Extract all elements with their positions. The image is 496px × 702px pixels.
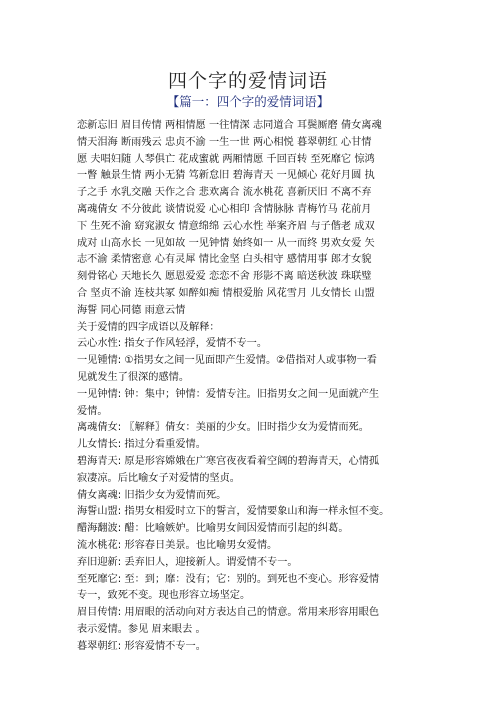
list-line: 愿 夫唱妇随 人琴俱亡 花成蜜就 两厢情愿 千回百转 至死靡它 惊鸿 — [77, 153, 375, 165]
list-line: 成对 山高水长 一见如故 一见钟情 始终如一 从一而终 男欢女爱 矢 — [77, 237, 375, 249]
list-line: 刻骨铭心 天地长久 愿恩爱爱 恋恋不舍 形影不离 暗送秋波 珠联璧 — [77, 271, 372, 283]
list-line: 一瞥 触景生情 两小无猜 笃新怠旧 碧海青天 一见倾心 花好月圆 执 — [77, 170, 375, 182]
list-line: 志不渝 柔情密意 心有灵犀 情比金坚 白头相守 感情用事 郎才女貌 — [77, 254, 372, 266]
list-line: 合 坚贞不渝 连枝共冢 如醉如痴 情根爱胎 风花雪月 儿女情长 山盟 — [77, 287, 375, 299]
definition-line: 云心水性: 指女子作风轻浮，爱情不专一。 — [77, 338, 268, 350]
document-subtitle: 【篇一：四个字的爱情词语】 — [166, 94, 330, 109]
section-heading: 关于爱情的四字成语以及解释： — [77, 321, 220, 333]
definition-line: 离魂倩女: 〖解释〗倩女：美丽的少女。旧时指少女为爱情而死。 — [77, 422, 369, 434]
definition-line: 弃旧迎新: 丢弃旧人，迎接新人。谓爱情不专一。 — [77, 556, 298, 568]
definition-line: 流水桃花: 形容春日美景。也比喻男女爱情。 — [77, 539, 278, 551]
definition-line: 海誓山盟: 指男女相爱时立下的誓言，爱情要象山和海一样永恒不变。 — [77, 506, 390, 518]
definition-line: 暮翠朝红: 形容爱情不专一。 — [77, 640, 206, 652]
list-line: 下 生死不渝 窈窕淑女 情意绵绵 云心水性 举案齐眉 与子偕老 成双 — [77, 220, 375, 232]
document-title: 四个字的爱情词语 — [167, 70, 328, 92]
definition-line: 见就发生了很深的感情。 — [77, 371, 190, 383]
idiom-list — [77, 118, 425, 320]
definition-line: 倩女离魂: 旧指少女为爱情而死。 — [77, 489, 227, 501]
definition-line: 表示爱情。参见 眉来眼去 。 — [77, 623, 206, 635]
definition-line: 一见锺情: ①指男女之间一见面即产生爱情。②借指对人或事物一看 — [77, 355, 377, 367]
list-line: 情天泪海 断雨残云 忠贞不渝 一生一世 两心相悦 暮翠朝红 心甘情 — [77, 136, 372, 148]
list-line: 海誓 同心同德 雨意云情 — [77, 304, 186, 316]
definition-line: 儿女情长: 指过分看重爱情。 — [77, 439, 206, 451]
definition-line: 一见钟情: 钟：集中；钟情：爱情专注。旧指男女之间一见面就产生 — [77, 388, 380, 400]
definition-line: 寂凄凉。后比喻女子对爱情的坚贞。 — [77, 472, 240, 484]
definition-list — [77, 336, 425, 655]
definition-line: 爱情。 — [77, 405, 108, 417]
definition-line: 专一，致死不变。现也形容立场坚定。 — [77, 590, 251, 602]
definition-line: 醋海翻波: 醋：比喻嫉妒。比喻男女间因爱情而引起的纠葛。 — [77, 523, 349, 535]
definition-line: 眉目传情: 用眉眼的活动向对方表达自己的情意。常用来形容用眼色 — [77, 607, 380, 619]
list-line: 子之手 水乳交融 天作之合 悲欢离合 流水桃花 喜新厌旧 不离不弃 — [77, 187, 372, 199]
list-line: 恋新忘旧 眉目传情 两相情愿 一往情深 志同道合 耳鬓厮磨 倩女离魂 — [77, 120, 382, 131]
document-body — [77, 118, 425, 656]
list-line: 离魂倩女 不分彼此 谈情说爱 心心相印 含情脉脉 青梅竹马 花前月 — [77, 203, 372, 215]
definition-line: 碧海青天: 原是形容嫦娥在广寒宫夜夜看着空阔的碧海青天，心情孤 — [77, 455, 380, 467]
definition-line: 至死靡它: 至：到；靡：没有；它：别的。到死也不变心。形容爱情 — [77, 573, 380, 585]
